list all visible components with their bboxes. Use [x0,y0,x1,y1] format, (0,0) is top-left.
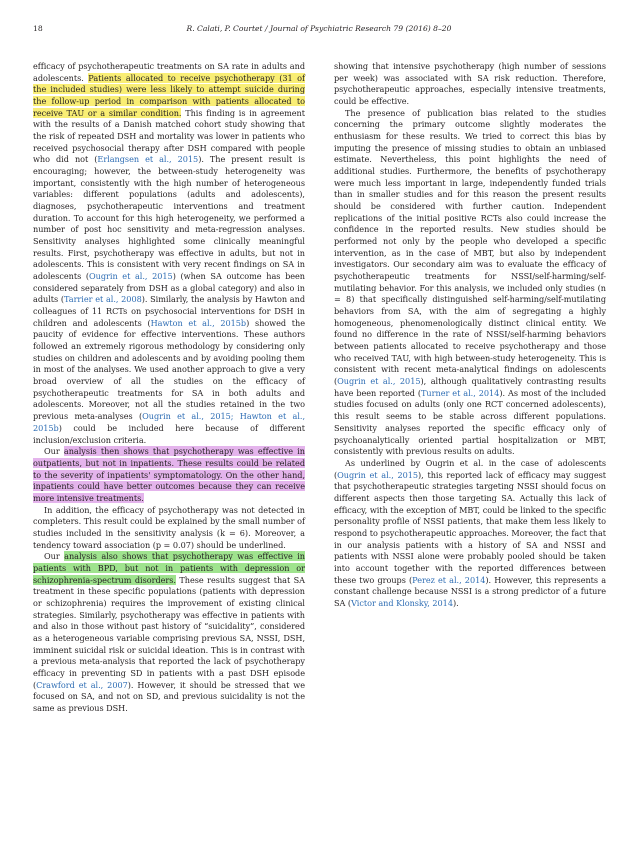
citation-link[interactable]: Ougrin et al., 2015 [337,469,419,480]
highlight-green: analysis also shows that psychotherapy was effective in patients with BPD, but not in patients with depression or schizophrenia-spectrum disorders. [33,551,305,585]
citation-link[interactable]: Crawford et al., 2007 [36,679,128,690]
running-header [33,23,605,35]
left-column [33,61,305,715]
citation-link[interactable]: Tarrier et al., 2008 [64,294,142,305]
paragraph: showing that intensive psychotherapy (high number of sessions per week) was associated with SA risk reduction. Therefore, psychotherapeutic approaches, especially intensive treatments, could be effective. [334,61,606,107]
paragraph: Our analysis also shows that psychotherapy was effective in patients with BPD, but not in patients with depression or schizophrenia-spectrum disorders. These results suggest that SA treatment in these specific populations (patients with depression or schizophrenia) requires the improvement of existing clinical strategies. Similarly, psychotherapy was effective in patients with and also in those without past history of “suicidality”, considered as a heterogeneous variable comprising previous SA, NSSI, DSH, imminent suicidal risk or suicidal ideation. This is in contrast with a previous meta-analysis that reported the lack of psychotherapy efficacy in preventing SD in patients with a past DSH episode (Crawford et al., 2007). However, it should be stressed that we focused on SA, and not on SD, and previous suicidality is not the same as previous DSH. [33,551,305,713]
citation-link[interactable]: Ougrin et al., 2015 [337,376,421,387]
citation-link[interactable]: Erlangsen et al., 2015 [97,154,199,165]
citation-link[interactable]: Hawton et al., 2015b [150,317,247,328]
paragraph: In addition, the efficacy of psychotherapy was not detected in completers. This result could be explained by the small number of studies included in the sensitivity analysis (k = 6). Moreover, a tendency toward association (p = 0.07) should be underlined. [33,504,305,550]
paragraph: efficacy of psychotherapeutic treatments on SA rate in adults and adolescents. Patients allocated to receive psychotherapy (31 of the included studies) were less likely to attempt suicide during the follow-up period in comparison with patients allocated to receive TAU or a similar condition. This finding is in agreement with the results of a Danish matched cohort study showing that the risk of repeated DSH and mortality was lower in patients who received psychosocial therapy after DSH compared with people who did not (Erlangsen et al., 2015). The present result is encouraging; however, the between-study heterogeneity was important, consistently with the high number of heterogeneous variables: different populations (adults and adolescents), diagnoses, psychotherapeutic interventions and treatment duration. To account for this high heterogeneity, we performed a number of post hoc sensitivity and meta-regression analyses. Sensitivity analyses highlighted some clinically meaningful results. First, psychotherapy was effective in adults, but not in adolescents. This is consistent with very recent findings on SA in adolescents (Ougrin et al., 2015) (when SA outcome has been considered separately from DSH as a global category) and also in adults (Tarrier et al., 2008). Similarly, the analysis by Hawton and colleagues of 11 RCTs on psychosocial interventions for DSH in children and adolescents (Hawton et al., 2015b) showed the paucity of evidence for effective interventions. These authors followed an extremely rigorous methodology by considering only studies on children and adolescents and by avoiding pooling them in most of the analyses. We used another approach to give a very broad overview of all the studies on the efficacy of psychotherapeutic treatments for SA in both adults and adolescents. Moreover, not all the studies retained in the two previous meta-analyses (Ougrin et al., 2015; Hawton et al., 2015b) could be included here because of different inclusion/exclusion criteria. [33,61,306,445]
paragraph: The presence of publication bias related to the studies concerning the primary outcome slightly moderates the enthusiasm for these results. We tried to correct this bias by imputing the presence of missing studies to obtain an unbiased estimate. Nevertheless, this point highlights the need of additional studies. Furthermore, the benefits of psychotherapy were much less important in large, independently funded trials than in smaller studies and for this reason the present results should be considered with further caution. Independent replications of the initial positive RCTs also could increase the confidence in the reported results. New studies should be performed not only by the people who developed a specific intervention, as in the case of MBT, but also by independent investigators. Our secondary aim was to evaluate the efficacy of psychotherapeutic treatments for NSSI/self-harming/self-mutilating behavior. For this analysis, we included only studies (n = 8) that specifically distinguished self-harming/self-mutilating behaviors from SA, with the aim of segregating a highly homogeneous, phenomenologically distinct clinical entity. We found no difference in the rate of NSSI/self-harming behaviors between patients allocated to receive psychotherapy and those who received TAU, with high between-study heterogeneity. This is consistent with recent meta-analytical findings on adolescents (Ougrin et al., 2015), although qualitatively contrasting results have been reported (Turner et al., 2014). As most of the included studies focused on adults (only one RCT concerned adolescents), this result seems to be stable across different populations. Sensitivity analyses reported the specific efficacy only of psychoanalytically oriented partial hospitalization or MBT, consistently with previous results on adults. [334,107,606,457]
citation-link[interactable]: Victor and Klonsky, 2014 [351,597,453,608]
citation-link[interactable]: Ougrin et al., 2015 [89,271,173,282]
page-number: 18 [33,24,43,33]
citation-link[interactable]: Perez et al., 2014 [412,574,486,585]
citation-link[interactable]: Ougrin et al., 2015; Hawton et al., 2015b [33,411,305,433]
journal-citation: R. Calati, P. Courtet / Journal of Psychiatric Research 79 (2016) 8–20 [186,24,452,33]
highlight-yellow: Patients allocated to receive psychotherapy (31 of the included studies) were less likely to attempt suicide during the follow-up period in comparison with patients allocated to receive TAU or a similar condition. [33,72,305,118]
paragraph: As underlined by Ougrin et al. in the case of adolescents (Ougrin et al., 2015), this reported lack of efficacy may suggest that psychotherapeutic strategies targeting NSSI should focus on different aspects then those targeting SA. Actually this lack of efficacy, with the exception of MBT, could be linked to the specific personality profile of NSSI patients, that make them less likely to respond to psychotherapeutic approaches. Moreover, the fact that in our analysis patients with a history of SA and NSSI and patients with NSSI alone were probably pooled should be taken into account together with the reported differences between these two groups (Perez et al., 2014). However, this represents a constant challenge because NSSI is a strong predictor of a future SA (Victor and Klonsky, 2014). [334,457,607,608]
highlight-pink: analysis then shows that psychotherapy was effective in outpatients, but not in inpatients. These results could be related to the severity of inpatients' symptomatology. On the other hand, inpatients could have better outcomes because they can receive more intensive treatments. [33,446,305,503]
right-column [334,61,606,610]
paragraph: Our analysis then shows that psychotherapy was effective in outpatients, but not in inpatients. These results could be related to the severity of inpatients' symptomatology. On the other hand, inpatients could have better outcomes because they can receive more intensive treatments. [33,446,305,503]
citation-link[interactable]: Turner et al., 2014 [421,387,500,398]
